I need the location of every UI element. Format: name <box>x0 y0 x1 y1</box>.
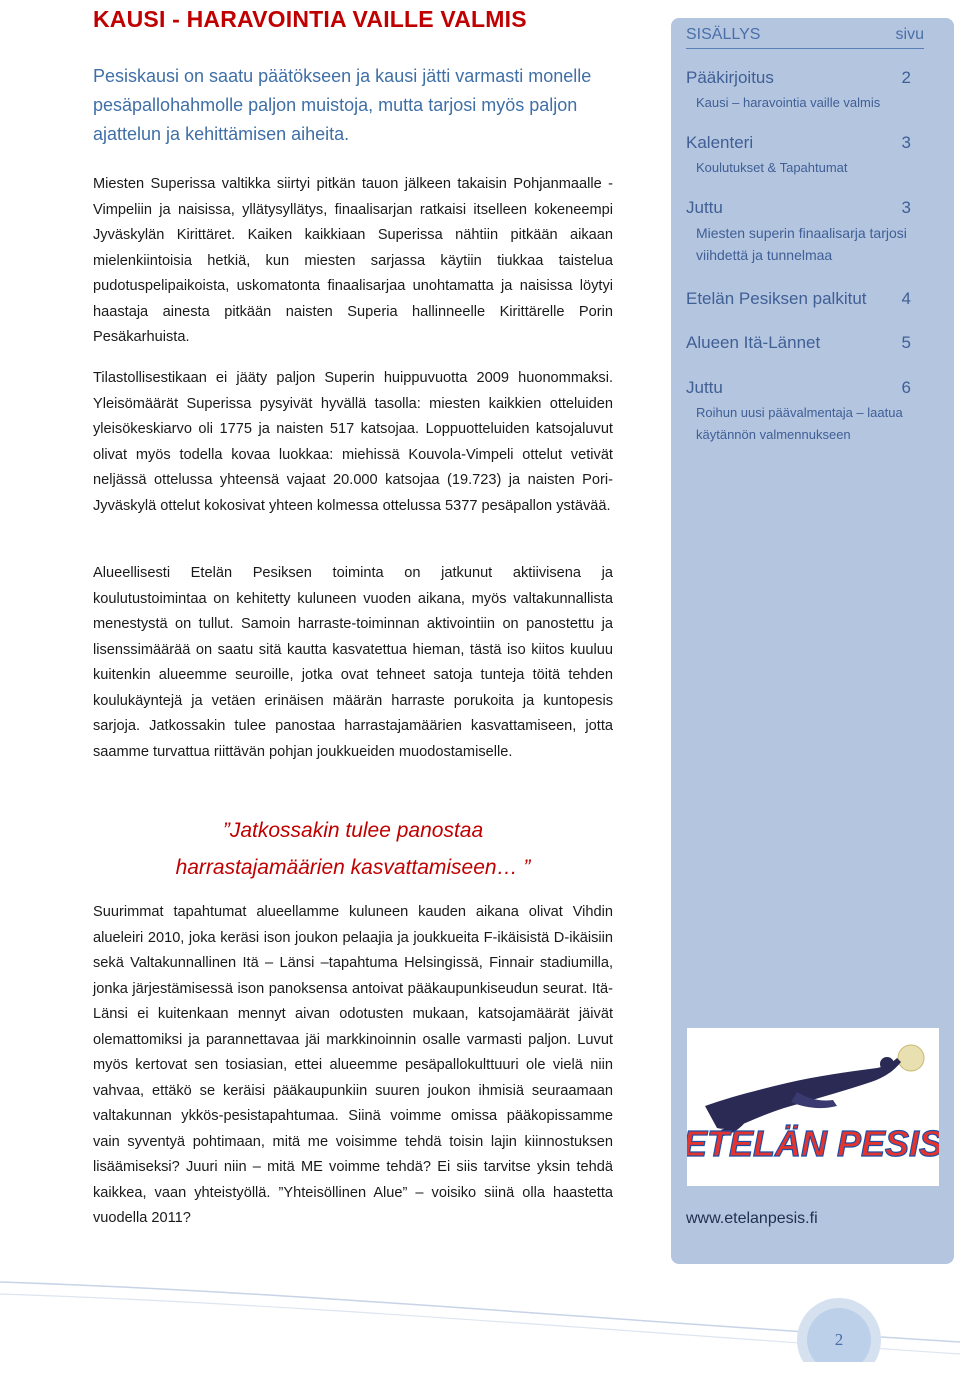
toc-item-subtitle: Kausi – haravointia vaille valmis <box>696 95 881 110</box>
toc-item-page: 3 <box>901 198 911 217</box>
toc-item-palkitut[interactable] <box>686 289 926 313</box>
toc-item-subtitle: Koulutukset & Tapahtumat <box>696 160 848 175</box>
page-number: 2 <box>834 1330 844 1349</box>
website-link[interactable]: www.etelanpesis.fi <box>686 1210 818 1227</box>
table-of-contents-sidebar <box>671 18 954 1264</box>
pull-quote <box>93 812 613 886</box>
toc-item-ita-lannet[interactable] <box>686 333 926 357</box>
logo-wordmark: ETELÄN PESIS <box>687 1123 939 1164</box>
toc-item-juttu-superi[interactable] <box>686 198 926 266</box>
etelan-pesis-logo <box>687 1028 939 1186</box>
toc-item-title: Juttu <box>686 378 723 397</box>
toc-item-subtitle: Miesten superin finaalisarja tarjosi viihdettä ja tunnelmaa <box>696 225 907 263</box>
article-title: KAUSI - HARAVOINTIA VAILLE VALMIS <box>93 6 527 32</box>
paragraph-regional: Alueellisesti Etelän Pesiksen toiminta on jatkunut aktiivisena ja koulutustoimintaa on kehitetty kuluneen vuoden aikana, myös valtakunnallista menestystä on tullut. Samoin harraste-toiminnan aktivointiin on panostettu ja lisenssimäärää on saatu sitä kautta kasvatettua hieman, tästä iso kiitos kuuluu kuitenkin alueemme seuroille, jotka ovat tehneet satoja tunteja töitä tehden koulukäyntejä ja vetäen erinäisen määrän harraste porukoita ja kuntopesis sarjoja. Jatkossakin tulee panostaa harrastajamäärien kasvattamiseen, jotta saamme turvattua riittävän pohjan joukkueiden muodostamiselle. <box>93 565 613 760</box>
paragraph-statistics: Tilastollisestikaan ei jääty paljon Superin huippuvuotta 2009 huonommaksi. Yleisömäärät Superissa pysyivät hyvällä tasolla: miesten kaikkien otteluiden yleisökeskiarvo oli 1775 ja naisten 517 katsojaa. Loppuotteluiden katsojaluvut olivat myös todella kovaa luokkaa: miehissä Kouvola-Vimpeli ottelut vetivät neljässä ottelussa yhteensä vajaat 20.000 katsojaa (19.723) ja naisten Pori-Jyväskylä ottelut kokosivat yhteen kolmessa ottelussa 5377 pesäpallon ystävää. <box>93 370 613 514</box>
toc-header-label: SISÄLLYS <box>686 26 761 43</box>
etelan-pesis-logo-graphic <box>687 1028 939 1186</box>
toc-item-title: Pääkirjoitus <box>686 68 774 87</box>
paragraph-superi: Miesten Superissa valtikka siirtyi pitkän tauon jälkeen takaisin Pohjanmaalle - Vimpeliin ja naisissa, yllätysyllätys, finaalisarjan ratkaisi itselleen kokeneempi Jyväskylän Kirittäret. Kaiken kaikkiaan Superissa nähtiin pitkään aikaan mielenkiintoisia hetkiä, kun miesten sarjassa käytiin tiukkaa taistelua pudotuspelipaikoista, uskomatonta finaalisarjaa unohtamatta ja naisissa löytyi haastaja ainesta pitkään naisten Superia hallinneelle Kirittärelle Porin Pesäkarhuista. <box>93 176 613 345</box>
toc-item-page: 3 <box>901 133 911 152</box>
toc-item-page: 5 <box>901 333 911 352</box>
toc-header-page-label: sivu <box>895 26 924 43</box>
toc-header <box>686 26 924 49</box>
toc-item-juttu-roihu[interactable] <box>686 378 926 446</box>
toc-item-kalenteri[interactable] <box>686 133 926 179</box>
toc-item-page: 6 <box>901 378 911 397</box>
toc-item-title: Alueen Itä-Lännet <box>686 333 821 352</box>
pull-quote-line-1: ”Jatkossakin tulee panostaa <box>222 819 484 842</box>
toc-item-page: 2 <box>901 68 911 87</box>
toc-item-page: 4 <box>901 289 911 308</box>
pull-quote-line-2: harrastajamäärien kasvattamiseen… ” <box>175 856 531 879</box>
toc-item-subtitle: Roihun uusi päävalmentaja – laatua käytännön valmennukseen <box>696 405 903 442</box>
toc-item-title: Juttu <box>686 198 723 217</box>
toc-item-title: Kalenteri <box>686 133 754 152</box>
toc-item-paakirjoitus[interactable] <box>686 68 926 114</box>
toc-item-title: Etelän Pesiksen palkitut <box>686 289 867 308</box>
article-lead: Pesiskausi on saatu päätökseen ja kausi jätti varmasti monelle pesäpallohahmolle paljon muistoja, mutta tarjosi myös paljon ajattelun ja kehittämisen aiheita. <box>93 66 592 144</box>
paragraph-events: Suurimmat tapahtumat alueellamme kuluneen kauden aikana olivat Vihdin alueleiri 2010, joka keräsi ison joukon pelaajia ja joukkueita F-ikäisistä D-ikäisiin sekä Valtakunnallinen Itä – Länsi –tapahtuma Helsingissä, Finnair stadiumilla, jonka järjestämisessä ison panoksensa antoivat pääkaupunkiseudun seurat. Itä-Länsi ei kuitenkaan mennyt aivan odotusten mukaan, katsojamäärät jäivät olemattomiksi ja parannettavaa jäi markkinoinnin osalle varmasti paljon. Luvut myös kertovat sen tosiasian, ettei alueemme pesäpallokulttuuri ole vielä niin vahvaa, ettäkö se keräisi pääkaupunkiin suuren joukon ihmisiä seuraamaan valtakunnan ykkös-pesistapahtumaa. Siinä voimme omissa pääkopissamme vain syventyä pohtimaan, mitä me voisimme tehdä toisin lajin kiinnostuksen lisäämiseksi? Juuri niin – mitä ME voimme tehdä? Ei siis tarvitse yksin tehdä kaikkea, vaan yhteistyöllä. ”Yhteisöllinen Alue” – voisiko siinä olla haastetta vuodella 2011? <box>93 904 613 1226</box>
